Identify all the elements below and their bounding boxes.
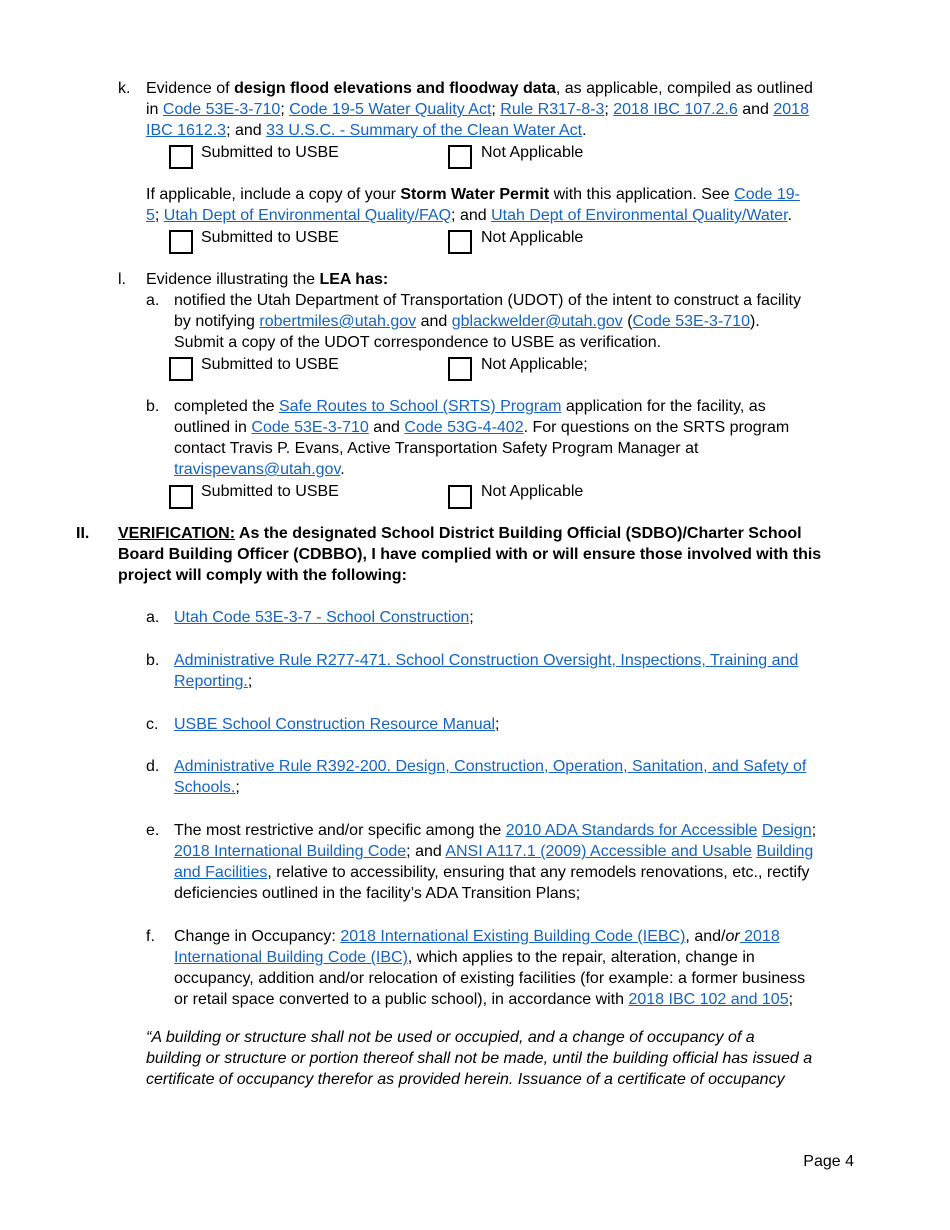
link-rule-r277-471-cont[interactable]: Reporting.: [174, 673, 248, 690]
quote-line1: “A building or structure shall not be used or occupied, and a change of occupancy of a: [146, 1029, 755, 1046]
item-l-marker: l.: [118, 271, 126, 288]
lea-has-bold: LEA has:: [319, 271, 389, 288]
item-l-a-line1: notified the Utah Department of Transportation (UDOT) of the intent to construct a facility: [174, 292, 801, 309]
page-number: Page 4: [803, 1153, 854, 1170]
link-ibc-1612-3-cont[interactable]: IBC 1612.3: [146, 122, 227, 139]
link-ibc-107-2-6[interactable]: 2018 IBC 107.2.6: [613, 101, 738, 118]
storm-line2: 5; Utah Dept of Environmental Quality/FAQ; and Utah Dept of Environmental Quality/Water.: [146, 207, 792, 224]
link-ansi-a117-facilities[interactable]: and Facilities: [174, 864, 268, 881]
section-ii-f-marker: f.: [146, 928, 155, 945]
link-rule-r317-8-3[interactable]: Rule R317-8-3: [500, 101, 605, 118]
link-code-53e-3-710-udot[interactable]: Code 53E-3-710: [632, 313, 750, 330]
section-ii-heading-line1: VERIFICATION: As the designated School District Building Official (SDBO)/Charter School: [118, 525, 802, 542]
flood-data-bold: design flood elevations and floodway data: [234, 80, 556, 97]
item-l-heading: Evidence illustrating the LEA has:: [146, 271, 389, 288]
link-email-robertmiles[interactable]: robertmiles@utah.gov: [259, 313, 417, 330]
link-udeq-faq[interactable]: Utah Dept of Environmental Quality/FAQ: [163, 207, 452, 224]
section-ii-heading-line3: project will comply with the following:: [118, 567, 407, 584]
link-rule-r392-200[interactable]: Administrative Rule R392-200. Design, Construction, Operation, Sanitation, and Safety of: [174, 758, 807, 775]
verification-label: VERIFICATION:: [118, 525, 236, 542]
checkbox-udot-submitted[interactable]: [169, 357, 193, 381]
link-33-usc-clean-water[interactable]: 33 U.S.C. - Summary of the Clean Water Act: [266, 122, 583, 139]
link-usbe-resource-manual[interactable]: USBE School Construction Resource Manual: [174, 716, 496, 733]
item-l-a-marker: a.: [146, 292, 160, 309]
section-ii-b-marker: b.: [146, 652, 160, 669]
section-ii-e-marker: e.: [146, 822, 160, 839]
link-2018-ibc-occupancy[interactable]: 2018: [739, 928, 780, 945]
item-l-b-line3: contact Travis P. Evans, Active Transportation Safety Program Manager at: [174, 440, 699, 457]
link-email-gblackwelder[interactable]: gblackwelder@utah.gov: [451, 313, 623, 330]
link-utah-code-53e-3-7[interactable]: Utah Code 53E-3-7 - School Construction: [174, 609, 470, 626]
link-ansi-a117[interactable]: ANSI A117.1 (2009) Accessible and Usable: [445, 843, 752, 860]
link-2018-iebc[interactable]: 2018 International Existing Building Code (IEBC): [340, 928, 686, 945]
checkbox-label: Not Applicable: [481, 229, 584, 246]
section-ii-heading-line2: Board Building Officer (CDBBO), I have complied with or will ensure those involved with this: [118, 546, 822, 563]
checkbox-storm-submitted[interactable]: [169, 230, 193, 254]
section-ii-b-line2: Reporting.;: [174, 673, 253, 690]
section-ii-e-line3: and Facilities, relative to accessibility, ensuring that any remodels renovations, etc., rectify: [174, 864, 810, 881]
checkbox-srts-not-applicable[interactable]: [448, 485, 472, 509]
link-code-53e-3-710[interactable]: Code 53E-3-710: [162, 101, 281, 118]
section-ii-f-line3: occupancy, addition and/or relocation of existing facilities (for example: a former business: [174, 970, 806, 987]
link-code-19-5-storm[interactable]: Code 19-: [734, 186, 800, 203]
section-ii-e-line1: The most restrictive and/or specific among the 2010 ADA Standards for Accessible Design;: [174, 822, 817, 839]
section-ii-e-line4: deficiencies outlined in the facility’s ADA Transition Plans;: [174, 885, 581, 902]
storm-line1: If applicable, include a copy of your Storm Water Permit with this application. See Code 19-: [146, 186, 800, 203]
link-email-travispevans[interactable]: travispevans@utah.gov: [174, 461, 341, 478]
item-k-line2: in Code 53E-3-710; Code 19-5 Water Quality Act; Rule R317-8-3; 2018 IBC 107.2.6 and 2018: [146, 101, 809, 118]
link-ada-standards-design[interactable]: Design: [761, 822, 812, 839]
section-ii-d-marker: d.: [146, 758, 160, 775]
quote-line3: certificate of occupancy therefor as provided herein. Issuance of a certificate of occupancy: [146, 1071, 785, 1088]
section-ii-marker: II.: [76, 525, 90, 542]
section-ii-a-marker: a.: [146, 609, 160, 626]
link-rule-r277-471[interactable]: Administrative Rule R277-471. School Construction Oversight, Inspections, Training and: [174, 652, 799, 669]
section-ii-d-line2: Schools.;: [174, 779, 240, 796]
link-ibc-1612-3[interactable]: 2018: [773, 101, 809, 118]
link-udeq-water[interactable]: Utah Dept of Environmental Quality/Water: [491, 207, 788, 224]
checkbox-k-submitted[interactable]: [169, 145, 193, 169]
item-l-a-line2: by notifying robertmiles@utah.gov and gblackwelder@utah.gov (Code 53E-3-710).: [174, 313, 760, 330]
item-k-marker: k.: [118, 80, 131, 97]
link-ada-standards[interactable]: 2010 ADA Standards for Accessible: [505, 822, 758, 839]
checkbox-k-not-applicable[interactable]: [448, 145, 472, 169]
section-ii-b-line1: [174, 650, 798, 671]
section-ii-f-line1: Change in Occupancy: 2018 International Existing Building Code (IEBC), and/or 2018: [174, 928, 780, 945]
checkbox-udot-not-applicable[interactable]: [448, 357, 472, 381]
item-l-b-line4: travispevans@utah.gov.: [174, 461, 345, 478]
section-ii-e-line2: 2018 International Building Code; and ANSI A117.1 (2009) Accessible and Usable Building: [174, 843, 814, 860]
item-k-line3: IBC 1612.3; and 33 U.S.C. - Summary of the Clean Water Act.: [146, 122, 587, 139]
link-code-53g-4-402[interactable]: Code 53G-4-402: [404, 419, 524, 436]
section-ii-f-line4: or retail space converted to a public school), in accordance with 2018 IBC 102 and 105;: [174, 991, 794, 1008]
item-l-b-marker: b.: [146, 398, 160, 415]
quote-line2: building or structure or portion thereof shall not be made, until the building official has issued a: [146, 1050, 813, 1067]
checkbox-label: Not Applicable;: [481, 356, 588, 373]
section-ii-c-marker: c.: [146, 716, 159, 733]
link-code-19-5[interactable]: Code 19-5 Water Quality Act: [289, 101, 492, 118]
section-ii-c-line: USBE School Construction Resource Manual;: [174, 716, 500, 733]
item-l-a-line3: Submit a copy of the UDOT correspondence to USBE as verification.: [174, 334, 662, 351]
checkbox-label: Not Applicable: [481, 483, 584, 500]
checkbox-label: Not Applicable: [481, 144, 584, 161]
link-2018-ibc-occupancy-cont[interactable]: International Building Code (IBC): [174, 949, 408, 966]
link-ibc-102-105[interactable]: 2018 IBC 102 and 105: [628, 991, 789, 1008]
section-ii-a-line: Utah Code 53E-3-7 - School Construction;: [174, 609, 474, 626]
section-ii-d-line1: [174, 756, 806, 777]
storm-water-permit-bold: Storm Water Permit: [400, 186, 550, 203]
checkbox-srts-submitted[interactable]: [169, 485, 193, 509]
item-l-b-line1: completed the Safe Routes to School (SRTS) Program application for the facility, as: [174, 398, 766, 415]
checkbox-label: Submitted to USBE: [201, 356, 339, 373]
link-ansi-a117-building[interactable]: Building: [756, 843, 814, 860]
checkbox-label: Submitted to USBE: [201, 229, 339, 246]
checkbox-label: Submitted to USBE: [201, 483, 339, 500]
item-k-line1: Evidence of design flood elevations and floodway data, as applicable, compiled as outlined: [146, 80, 813, 97]
section-ii-f-line2: International Building Code (IBC), which applies to the repair, alteration, change in: [174, 949, 755, 966]
link-rule-r392-200-cont[interactable]: Schools.: [174, 779, 236, 796]
item-l-b-line2: outlined in Code 53E-3-710 and Code 53G-4-402. For questions on the SRTS program: [174, 419, 790, 436]
checkbox-storm-not-applicable[interactable]: [448, 230, 472, 254]
link-srts-program[interactable]: Safe Routes to School (SRTS) Program: [278, 398, 562, 415]
link-code-53e-3-710-srts[interactable]: Code 53E-3-710: [251, 419, 369, 436]
link-code-19-5-storm-cont[interactable]: 5: [146, 207, 155, 224]
link-2018-ibc[interactable]: 2018 International Building Code: [174, 843, 407, 860]
checkbox-label: Submitted to USBE: [201, 144, 339, 161]
